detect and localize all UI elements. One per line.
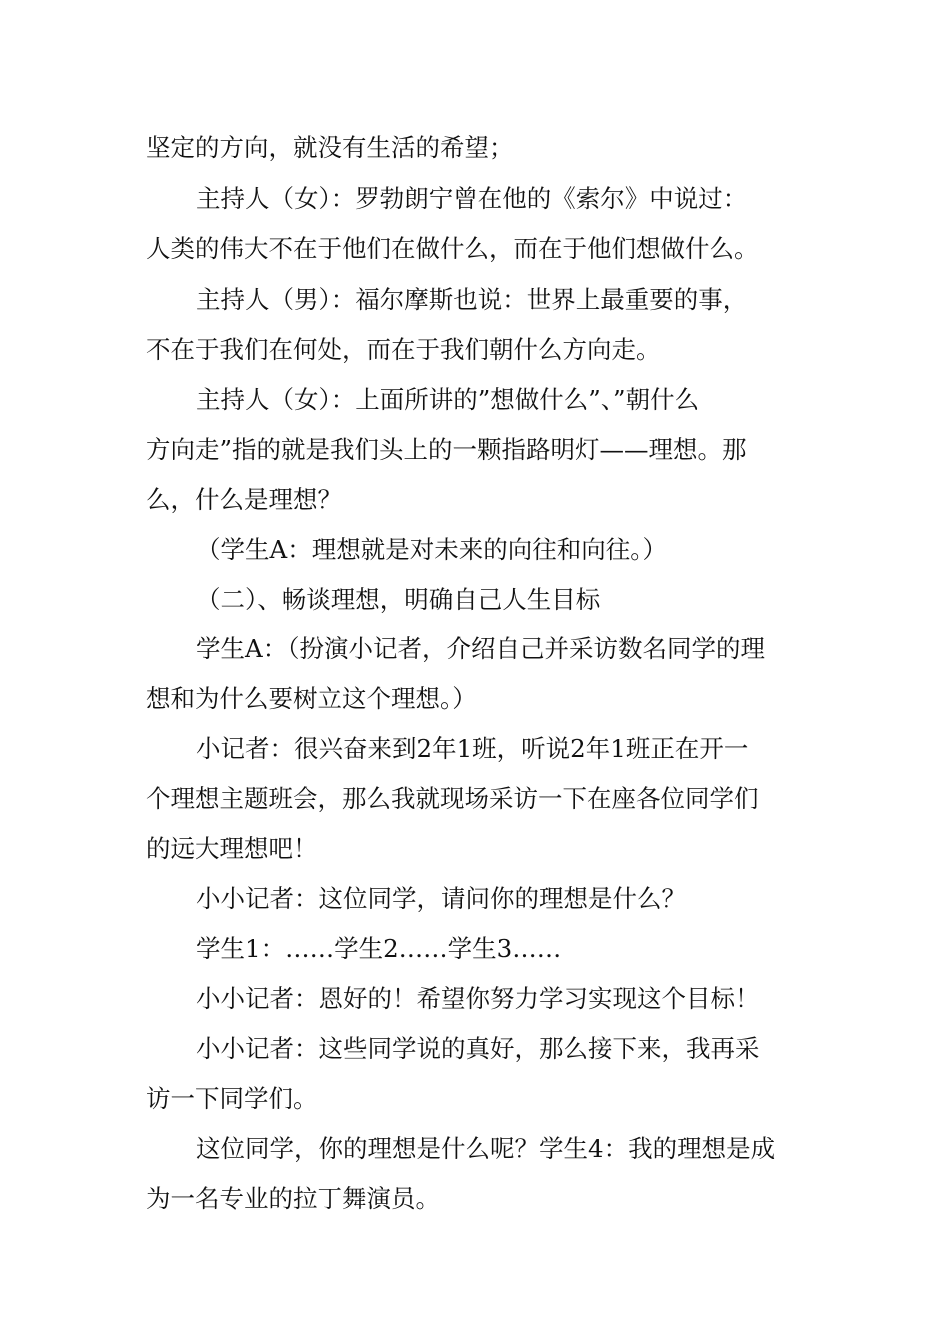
text-line: 小记者：很兴奋来到2年1班，听说2年1班正在开一 [196, 734, 749, 763]
text-line: 人类的伟大不在于他们在做什么，而在于他们想做什么。 [146, 234, 759, 263]
text-line: 学生A：（扮演小记者，介绍自己并采访数名同学的理 [196, 634, 765, 663]
text-line: 为一名专业的拉丁舞演员。 [146, 1184, 440, 1213]
text-line: 不在于我们在何处，而在于我们朝什么方向走。 [146, 335, 661, 364]
text-line: 个理想主题班会，那么我就现场采访一下在座各位同学们 [146, 784, 759, 813]
text-line: 学生1：……学生2……学生3…… [196, 934, 562, 963]
text-line: 的远大理想吧！ [146, 834, 318, 863]
text-line: 访一下同学们。 [146, 1084, 318, 1113]
text-line: 主持人（女）：上面所讲的”想做什么”、”朝什么 [196, 385, 700, 414]
text-line: 小小记者：恩好的！希望你努力学习实现这个目标！ [196, 984, 760, 1013]
text-line: 小小记者：这位同学，请问你的理想是什么？ [196, 884, 686, 913]
text-line: 主持人（女）：罗勃朗宁曾在他的《索尔》中说过： [196, 184, 748, 213]
text-line: 小小记者：这些同学说的真好，那么接下来，我再采 [196, 1034, 760, 1063]
text-line: 主持人（男）：福尔摩斯也说：世界上最重要的事， [196, 285, 748, 314]
text-line: 想和为什么要树立这个理想。） [146, 684, 477, 713]
text-line: （学生A：理想就是对未来的向往和向往。） [196, 535, 667, 564]
text-line: 方向走”指的就是我们头上的一颗指路明灯——理想。那 [146, 435, 747, 464]
text-line: 坚定的方向，就没有生活的希望； [146, 133, 514, 162]
text-line: 这位同学，你的理想是什么呢？学生4：我的理想是成 [196, 1134, 776, 1163]
text-line: 么，什么是理想？ [146, 485, 342, 514]
text-line: （二）、畅谈理想，明确自己人生目标 [196, 585, 601, 614]
